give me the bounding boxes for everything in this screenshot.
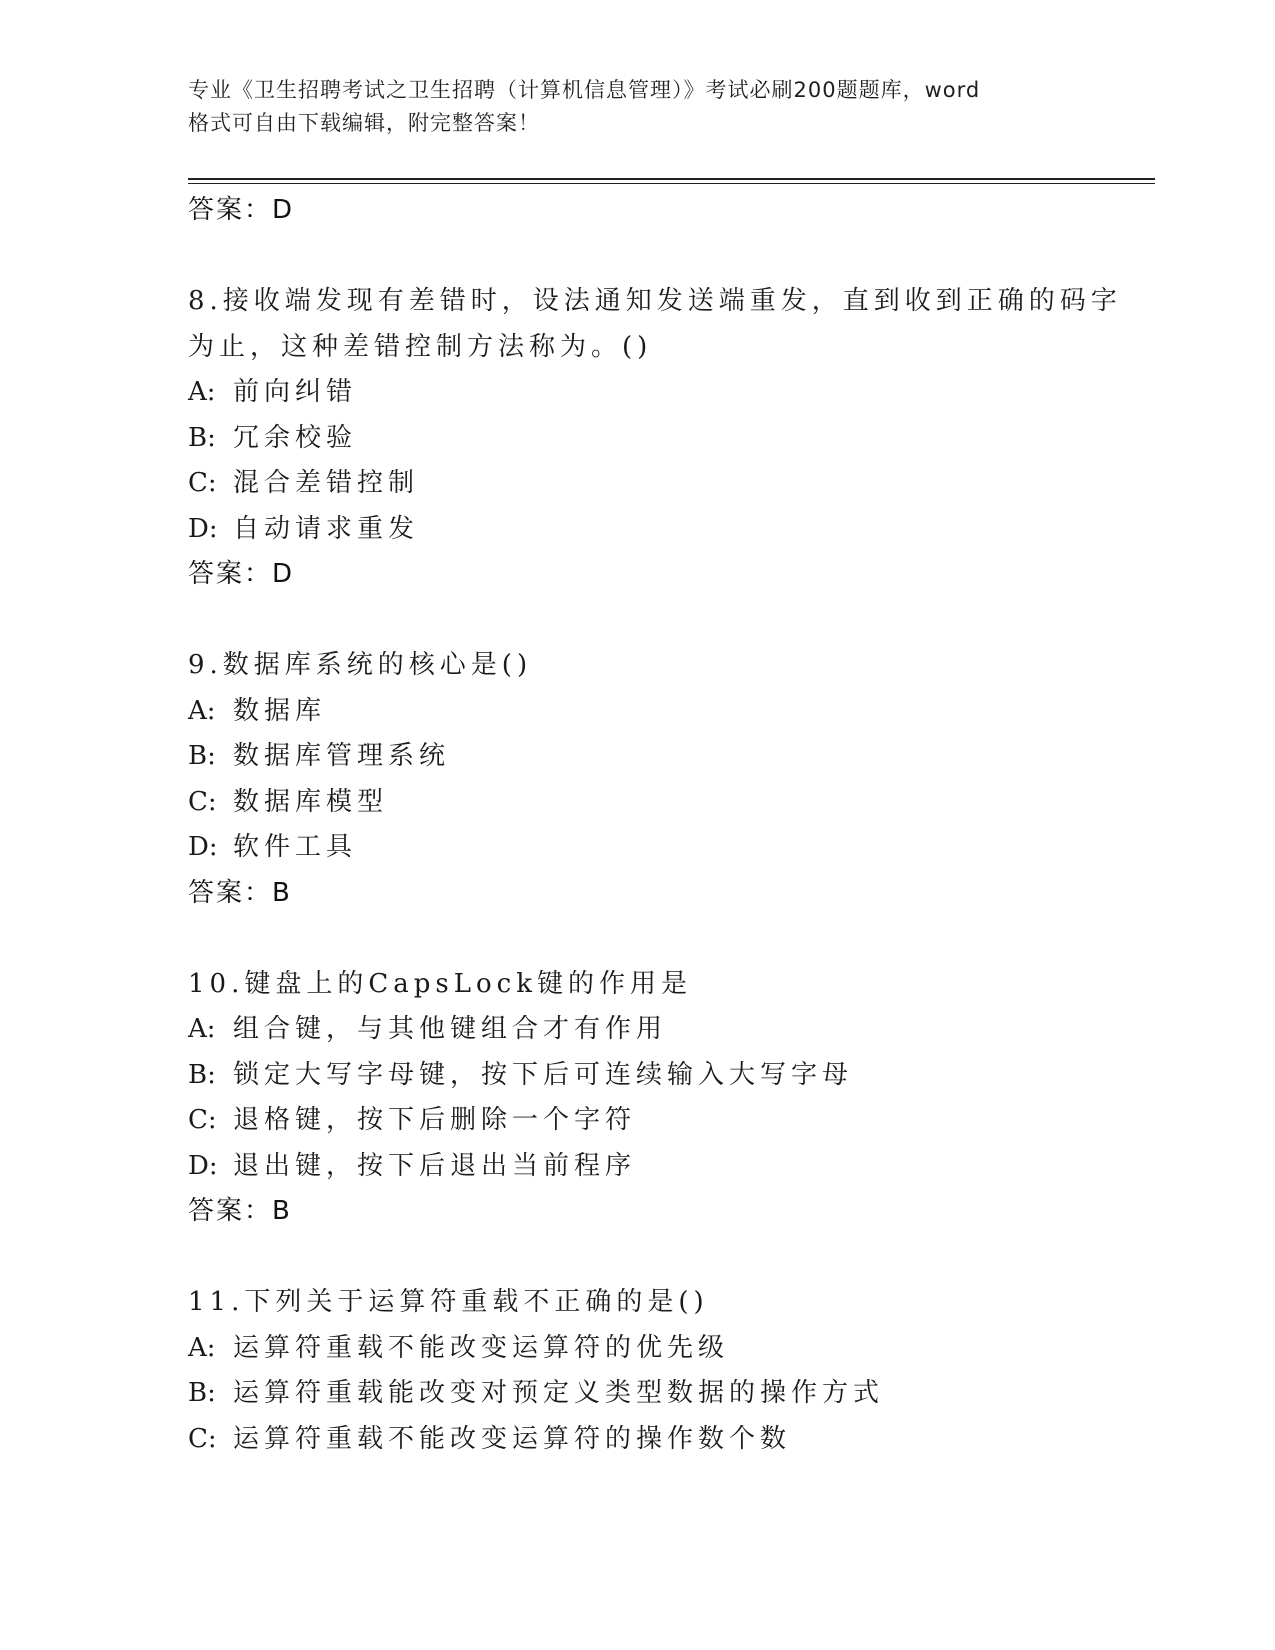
option-row <box>188 1417 1148 1463</box>
option-text: 前向纠错 <box>233 377 358 407</box>
question-gap <box>188 597 1148 643</box>
option-letter: B: <box>188 1059 216 1090</box>
answer-line: 答案：D <box>188 195 295 225</box>
option-text: 退格键，按下后删除一个字符 <box>233 1105 637 1135</box>
option-text: 运算符重载能改变对预定义类型数据的操作方式 <box>233 1378 885 1408</box>
option-letter: B: <box>188 741 216 771</box>
answer-line: 答案：D <box>188 559 295 589</box>
option-text: 锁定大写字母键，按下后可连续输入大写字母 <box>233 1059 854 1090</box>
option-text: 运算符重载不能改变运算符的优先级 <box>233 1332 730 1363</box>
option-letter: A: <box>188 695 216 726</box>
option-text: 组合键，与其他键组合才有作用 <box>233 1014 668 1044</box>
header-rule-thin <box>188 183 1155 184</box>
option-text: 数据库管理系统 <box>233 741 451 771</box>
option-row <box>188 825 1148 871</box>
option-letter: D: <box>188 1150 218 1181</box>
option-text: 冗余校验 <box>233 422 358 453</box>
option-row <box>188 1371 1148 1417</box>
question-gap <box>188 1234 1148 1280</box>
question-gap <box>188 233 1148 279</box>
option-letter: B: <box>188 422 216 453</box>
answer-line: 答案：B <box>188 877 292 908</box>
option-row <box>188 780 1148 826</box>
option-row <box>188 1144 1148 1190</box>
option-row <box>188 507 1148 553</box>
option-letter: A: <box>188 1332 216 1363</box>
option-row <box>188 1053 1148 1099</box>
option-text: 运算符重载不能改变运算符的操作数个数 <box>233 1423 792 1454</box>
option-letter: D: <box>188 832 218 862</box>
option-text: 混合差错控制 <box>233 468 420 498</box>
header-rule-thick <box>188 178 1155 180</box>
option-row <box>188 1098 1148 1144</box>
option-letter: C: <box>188 786 217 817</box>
option-text: 软件工具 <box>233 832 358 862</box>
option-row <box>188 461 1148 507</box>
option-text: 数据库 <box>233 695 327 726</box>
option-row <box>188 1326 1148 1372</box>
question-list <box>188 188 1148 1462</box>
question-text: 为止，这种差错控制方法称为。() <box>188 331 653 362</box>
option-row <box>188 689 1148 735</box>
question-text: 9.数据库系统的核心是() <box>188 650 533 680</box>
option-row <box>188 1007 1148 1053</box>
option-letter: C: <box>188 1105 217 1135</box>
question-text: 8.接收端发现有差错时，设法通知发送端重发，直到收到正确的码字 <box>188 286 1122 316</box>
option-text: 数据库模型 <box>233 786 389 817</box>
option-text: 退出键，按下后退出当前程序 <box>233 1150 637 1181</box>
option-letter: A: <box>188 1014 216 1044</box>
header-line-2: 格式可自由下载编辑，附完整答案！ <box>188 111 540 135</box>
option-row <box>188 416 1148 462</box>
answer-line: 答案：B <box>188 1196 292 1226</box>
option-text: 自动请求重发 <box>233 513 420 544</box>
question-text: 11.下列关于运算符重载不正确的是() <box>188 1287 709 1317</box>
option-letter: C: <box>188 468 217 498</box>
option-letter: B: <box>188 1378 216 1408</box>
header-line-1: 专业《卫生招聘考试之卫生招聘（计算机信息管理）》考试必刷200题题库，word <box>188 78 981 102</box>
question-gap <box>188 916 1148 962</box>
question-text: 10.键盘上的CapsLock键的作用是 <box>188 968 692 999</box>
document-header <box>188 74 1088 140</box>
option-letter: A: <box>188 377 216 407</box>
option-letter: C: <box>188 1423 217 1454</box>
option-letter: D: <box>188 513 218 544</box>
option-row <box>188 370 1148 416</box>
option-row <box>188 734 1148 780</box>
